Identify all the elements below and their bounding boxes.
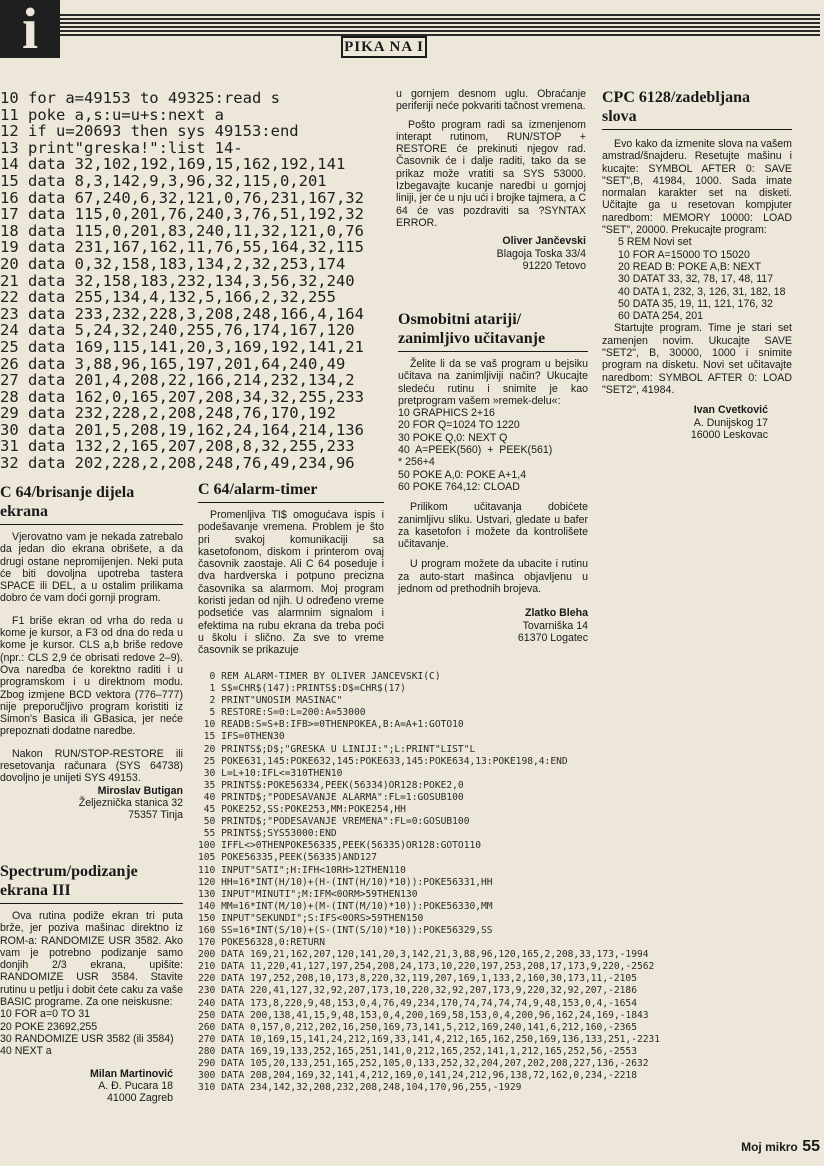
- code-line: 140 MM=16*INT(M/10)+(M-(INT(M/10)*10)):POKE56330,MM: [198, 900, 493, 912]
- code-line: 20 FOR Q=1024 TO 1220: [398, 419, 520, 432]
- code-line: 230 DATA 220,41,127,32,92,207,173,10,220,32,92,207,173,9,220,32,92,207,-2186: [198, 985, 637, 997]
- author-name: Miroslav Butigan: [97, 784, 183, 797]
- code-line: 5 REM Novi set: [618, 236, 692, 249]
- atari-p3: U program možete da ubacite i rutinu za auto-start mašinca objavljenu u jednom od prethodnih brojeva.: [398, 558, 588, 596]
- code-line: 2 PRINT"UNOSIM MASINAC": [198, 695, 343, 707]
- code-line: 23 data 233,232,228,3,208,248,166,4,164: [0, 304, 364, 323]
- author-address: Blagoja Toska 33/4: [496, 247, 586, 260]
- code-line: 28 data 162,0,165,207,208,34,32,255,233: [0, 387, 364, 406]
- cpc-article: [602, 88, 792, 441]
- code-line: 12 if u=20693 then sys 49153:end: [0, 122, 299, 141]
- c64-erase-signature: [0, 785, 183, 822]
- code-line: 170 POKE56328,0:RETURN: [198, 937, 326, 949]
- code-line: 310 DATA 234,142,32,208,232,208,248,104,170,96,255,-1929: [198, 1082, 522, 1094]
- code-line: 30 RANDOMIZE USR 3582 (ili 3584): [0, 1032, 174, 1045]
- code-line: 150 INPUT"SEKUNDI";S:IFS<0ORS>59THEN150: [198, 912, 424, 924]
- code-line: 26 data 3,88,96,165,197,201,64,240,49: [0, 354, 346, 373]
- code-line: 50 DATA 35, 19, 11, 121, 176, 32: [618, 297, 773, 310]
- page-footer: [715, 1138, 820, 1156]
- code-line: 30 DATAT 33, 32, 78, 17, 48, 117: [618, 273, 774, 286]
- atari-title-line1: Osmobitni atariji/: [398, 311, 522, 328]
- author-city: 75357 Tinja: [128, 809, 183, 822]
- code-line: 20 PRINTS$;D$;"GRESKA U LINIJI:";L:PRINT"LIST"L: [198, 743, 476, 755]
- author-name: Milan Martinović: [90, 1067, 173, 1080]
- code-line: 10 FOR a=0 TO 31: [0, 1008, 91, 1021]
- title-rule: [0, 524, 183, 525]
- code-line: 260 DATA 0,157,0,212,202,16,250,169,73,141,5,212,169,240,141,6,212,160,-2365: [198, 1021, 637, 1033]
- code-line: 30 L=L+10:IFL<=310THEN10: [198, 767, 343, 779]
- code-line: 10 GRAPHICS 2+16: [398, 407, 495, 420]
- atari-p1: Želite li da se vaš program u bejsiku učitava na zanimljiviji način? Ukucajte sledeću rutinu i snimite je kao pretprogram vašem »remek-delu«:: [398, 358, 588, 407]
- title-rule: [398, 351, 588, 352]
- code-line: 24 data 5,24,32,240,255,76,174,167,120: [0, 321, 355, 340]
- title-line2: ekrana: [0, 503, 48, 520]
- code-line: 15 data 8,3,142,9,3,96,32,115,0,201: [0, 171, 327, 190]
- code-line: 15 IFS=0THEN30: [198, 731, 285, 743]
- cpc-title-line2: slova: [602, 108, 637, 125]
- code-line: 10 for a=49153 to 49325:read s: [0, 89, 280, 107]
- code-line: 250 DATA 200,138,41,15,9,48,153,0,4,200,169,58,153,0,4,200,96,162,24,169,-1843: [198, 1009, 649, 1021]
- spectrum-signature: [0, 1068, 183, 1105]
- code-line: 1 S$=CHR$(147):PRINTS$:D$=CHR$(17): [198, 683, 406, 695]
- author-name: Zlatko Bleha: [525, 607, 588, 620]
- code-line: 16 data 67,240,6,32,121,0,76,231,167,32: [0, 188, 364, 207]
- atari-title: [398, 310, 588, 348]
- logo-letter: i: [21, 0, 39, 61]
- code-line: 0 REM ALARM-TIMER BY OLIVER JANCEVSKI(C): [198, 671, 441, 682]
- cpc-title: [602, 88, 792, 126]
- code-line: 29 data 232,228,2,208,248,76,170,192: [0, 404, 336, 423]
- code-line: 120 HH=16*INT(H/10)+(H-(INT(H/10)*10)):POKE56331,HH: [198, 876, 493, 888]
- timer-signature: [396, 235, 586, 272]
- code-line: 11 poke a,s:u=u+s:next a: [0, 105, 224, 124]
- code-line: 45 POKE252,SS:POKE253,MM:POKE254,HH: [198, 804, 406, 816]
- spectrum-article: [0, 862, 183, 1104]
- timer-article-continuation: [396, 88, 586, 272]
- code-line: 105 POKE56335,PEEK(56335)AND127: [198, 852, 378, 864]
- code-line: 35 PRINTS$:POKE56334,PEEK(56334)OR128:POKE2,0: [198, 779, 464, 791]
- atari-title-line2: zanimljivo učitavanje: [398, 330, 546, 347]
- code-line: * 256+4: [398, 456, 435, 469]
- code-line: 200 DATA 169,21,162,207,120,141,20,3,142,21,3,88,96,120,165,2,208,33,173,-1994: [198, 949, 649, 961]
- alarm-timer-p1: Promenljiva TI$ omogućava ispis i podešavanje vremena. Problem je što pri svakoj komunikaciji sa kasetofonom, diskom i printerom ovaj časovnik zaostaje. Ali C 64 poseduje i dva hardverska i potpuno precizna časovnika sa alarmom. Moj program koristi jedan od njih. U određeno vreme podsetiće vas alarmnim signalom i efektima na rubu ekrana da treba poći u školu i slično. Za sve to vreme časovnik se prikazuje: [198, 509, 384, 657]
- code-line: 20 data 0,32,158,183,134,2,32,253,174: [0, 254, 346, 273]
- code-line: 30 data 201,5,208,19,162,24,164,214,136: [0, 420, 364, 439]
- info-logo: [0, 0, 60, 61]
- code-line: 20 POKE 23692,255: [0, 1020, 98, 1033]
- code-line: 22 data 255,134,4,132,5,166,2,32,255: [0, 288, 336, 307]
- code-line: 27 data 201,4,208,22,166,214,232,134,2: [0, 371, 355, 390]
- code-line: 40 NEXT a: [0, 1045, 52, 1058]
- code-line: 14 data 32,102,192,169,15,162,192,141: [0, 155, 346, 174]
- c64-screen-erase-listing: [0, 90, 390, 472]
- cpc-signature: [602, 404, 792, 441]
- code-line: 270 DATA 10,169,15,141,24,212,169,33,141,4,212,165,162,250,169,136,133,251,-2231: [198, 1033, 661, 1045]
- magazine-name: Moj mikro: [741, 1140, 798, 1154]
- code-line: 50 POKE A,0: POKE A+1,4: [398, 468, 527, 481]
- code-line: 30 POKE Q,0: NEXT Q: [398, 431, 508, 444]
- title-rule: [0, 903, 183, 904]
- code-line: 17 data 115,0,201,76,240,3,76,51,192,32: [0, 205, 364, 224]
- cpc-code: [602, 236, 792, 322]
- code-line: 40 DATA 1, 232, 3, 126, 31, 182, 18: [618, 285, 786, 298]
- c64-erase-title: [0, 483, 183, 521]
- author-city: 91220 Tetovo: [522, 259, 586, 272]
- timer-cont-p2: Pošto program radi sa izmenjenom interapt rutinom, RUN/STOP + RESTORE će prekinuti njegov rad. Časovnik će i dalje raditi, tako da se prikaz može vratiti sa SYS 53000. Izbegavajte kucanje naredbi u gornjoj liniji, jer će u nju ući i brojke tajmera, a C 64 će vas pozdraviti sa ?SYNTAX ERROR.: [396, 118, 586, 229]
- code-line: 110 INPUT"SATI";H:IFH<10RH>12THEN110: [198, 864, 406, 876]
- code-line: 210 DATA 11,220,41,127,197,254,208,24,173,10,220,197,253,208,17,173,9,220,-2562: [198, 961, 655, 973]
- spectrum-p1: Ova rutina podiže ekran tri puta brže, jer poziva mašinac direktno iz ROM-a: RANDOMIZE USR 3582. Ako vam je potrebno podizanje samo donjih 2/3 ekrana, upišite: RANDOMIZE USR 3584. Stavite rutinu u petlju i dobit ćete caku za vaše BASIC programe. Za one neiskusne:: [0, 910, 183, 1009]
- code-line: 300 DATA 208,204,169,32,141,4,212,169,0,141,24,212,96,138,72,162,0,234,-2218: [198, 1070, 637, 1082]
- c64-erase-p2: F1 briše ekran od vrha do reda u kome je kursor, a F3 od dna do reda u kome je kursor. CLS a,b briše redove (npr.: CLS 2,9 će obrisati redove 2–9). Ova naredba će korektno raditi i u programskom i u direktnom modu. Zbog izmjene BCD vektora (776–777) nije preporučljivo program koristiti iz Simon's Basica ili GBasica, jer neće prepoznati dodatne naredbe.: [0, 614, 183, 738]
- cpc-p1: Evo kako da izmenite slova na vašem amstrad/šnajderu. Resetujte mašinu i kucajte: SYMBOL AFTER 0: SAVE "SET",B, 41984, 1000. Sada imate normalan karakter set na disketi. Učitajte ga u resetovan kompjuter naredbom: MEMORY 10000: LOAD "SET", 20000. Prekucajte program:: [602, 138, 792, 237]
- code-line: 21 data 32,158,183,232,134,3,56,32,240: [0, 271, 355, 290]
- section-title: PIKA NA I: [341, 36, 427, 58]
- code-line: 5 RESTORE:S=0:L=200:A=53000: [198, 707, 366, 719]
- code-line: 18 data 115,0,201,83,240,11,32,121,0,76: [0, 221, 364, 240]
- code-line: 20 READ B: POKE A,B: NEXT: [618, 260, 762, 273]
- alarm-timer-article: [198, 480, 384, 657]
- alarm-timer-listing: [198, 671, 798, 1094]
- title-rule: [602, 129, 792, 130]
- cpc-title-line1: CPC 6128/zadebljana: [602, 89, 750, 106]
- title-line1: C 64/brisanje dijela: [0, 484, 135, 501]
- code-line: 40 A=PEEK(560) + PEEK(561): [398, 444, 553, 457]
- c64-erase-article: [0, 483, 183, 822]
- code-line: 31 data 132,2,165,207,208,8,32,255,233: [0, 437, 355, 456]
- code-line: 100 IFFL<>0THENPOKE56335,PEEK(56335)OR128:GOTO110: [198, 840, 482, 852]
- author-address: A. Đ. Pucara 18: [98, 1079, 173, 1092]
- atari-code: [398, 407, 588, 493]
- code-line: 60 DATA 254, 201: [618, 310, 704, 323]
- author-name: Oliver Jančevski: [502, 235, 586, 248]
- atari-signature: [398, 607, 588, 644]
- c64-erase-p1: Vjerovatno vam je nekada zatrebalo da jedan dio ekrana obrišete, a da drugi ostane nepromijenjen. Neki puta će biti dovoljna upotreba tastera SPACE ili DEL, a u ostalim prilikama dobro će vam doći gornji program.: [0, 531, 183, 605]
- title-line2: ekrana III: [0, 882, 71, 899]
- code-line: 290 DATA 105,20,133,251,165,252,105,0,133,252,32,204,207,202,208,227,136,-2632: [198, 1058, 649, 1069]
- author-address: A. Dunijskog 17: [693, 416, 768, 429]
- timer-cont-text: u gornjem desnom uglu. Obraćanje periferiji neće pokvariti tačnost vremena.: [396, 88, 586, 113]
- code-line: 240 DATA 173,8,220,9,48,153,0,4,76,49,234,170,74,74,74,74,9,48,153,0,4,-1654: [198, 997, 637, 1009]
- code-line: 32 data 202,228,2,208,248,76,49,234,96: [0, 454, 355, 473]
- author-city: 41000 Zagreb: [107, 1092, 173, 1105]
- code-line: 40 PRINTD$;"PODESAVANJE ALARMA":FL=1:GOSUB100: [198, 791, 464, 803]
- title-line1: Spectrum/podizanje: [0, 863, 138, 880]
- header-stripes: [60, 14, 820, 36]
- cpc-p2: Startujte program. Time je stari set zamenjen novim. Ukucajte SAVE "SET2", B, 30000, 1000 i snimite program na disketu. Novi set učitavajte naredbom: SYMBOL AFTER 0: LOAD "SET2", 41984.: [602, 322, 792, 396]
- code-line: 25 data 169,115,141,20,3,169,192,141,21: [0, 337, 364, 356]
- code-line: 50 PRINTD$;"PODESAVANJE VREMENA":FL=0:GOSUB100: [198, 816, 470, 828]
- atari-article: [398, 310, 588, 644]
- spectrum-title: [0, 862, 183, 900]
- alarm-timer-title: C 64/alarm-timer: [198, 481, 318, 498]
- code-line: 19 data 231,167,162,11,76,55,164,32,115: [0, 238, 364, 257]
- code-line: 130 INPUT"MINUTI";M:IFM<0ORM>59THEN130: [198, 888, 418, 900]
- code-line: 10 READB:S=S+B:IFB>=0THENPOKEA,B:A=A+1:GOTO10: [198, 719, 464, 731]
- atari-p2: Prilikom učitavanja dobićete zanimljivu sliku. Ustvari, gledate u bafer za kasetofon i možete da kontrolišete učitavanje.: [398, 501, 588, 551]
- author-city: 16000 Leskovac: [690, 428, 768, 441]
- code-line: 280 DATA 169,19,133,252,165,251,141,0,212,165,252,141,1,212,165,252,56,-2553: [198, 1045, 637, 1057]
- author-name: Ivan Cvetković: [693, 404, 768, 417]
- code-line: 160 SS=16*INT(S/10)+(S-(INT(S/10)*10)):POKE56329,SS: [198, 924, 493, 936]
- code-line: 60 POKE 764,12: CLOAD: [398, 480, 520, 493]
- author-address: Tovarniška 14: [522, 619, 588, 632]
- code-line: 220 DATA 197,252,208,10,173,8,220,32,119,207,169,1,133,2,160,30,173,11,-2105: [198, 973, 637, 985]
- author-city: 61370 Logatec: [517, 631, 588, 644]
- page-number: 55: [802, 1138, 820, 1155]
- title-rule: [198, 502, 384, 503]
- c64-erase-p3: Nakon RUN/STOP-RESTORE ili resetovanja računara (SYS 64738) dovoljno je unijeti SYS 49153.: [0, 747, 183, 785]
- author-address: Željeznička stanica 32: [78, 796, 183, 809]
- code-line: 25 POKE631,145:POKE632,145:POKE633,145:POKE634,13:POKE198,4:END: [198, 755, 568, 767]
- code-line: 10 FOR A=15000 TO 15020: [618, 248, 750, 261]
- spectrum-code: [0, 1008, 183, 1057]
- code-line: 13 print"greska!":list 14-: [0, 138, 243, 157]
- code-line: 55 PRINTS$;SYS53000:END: [198, 828, 337, 840]
